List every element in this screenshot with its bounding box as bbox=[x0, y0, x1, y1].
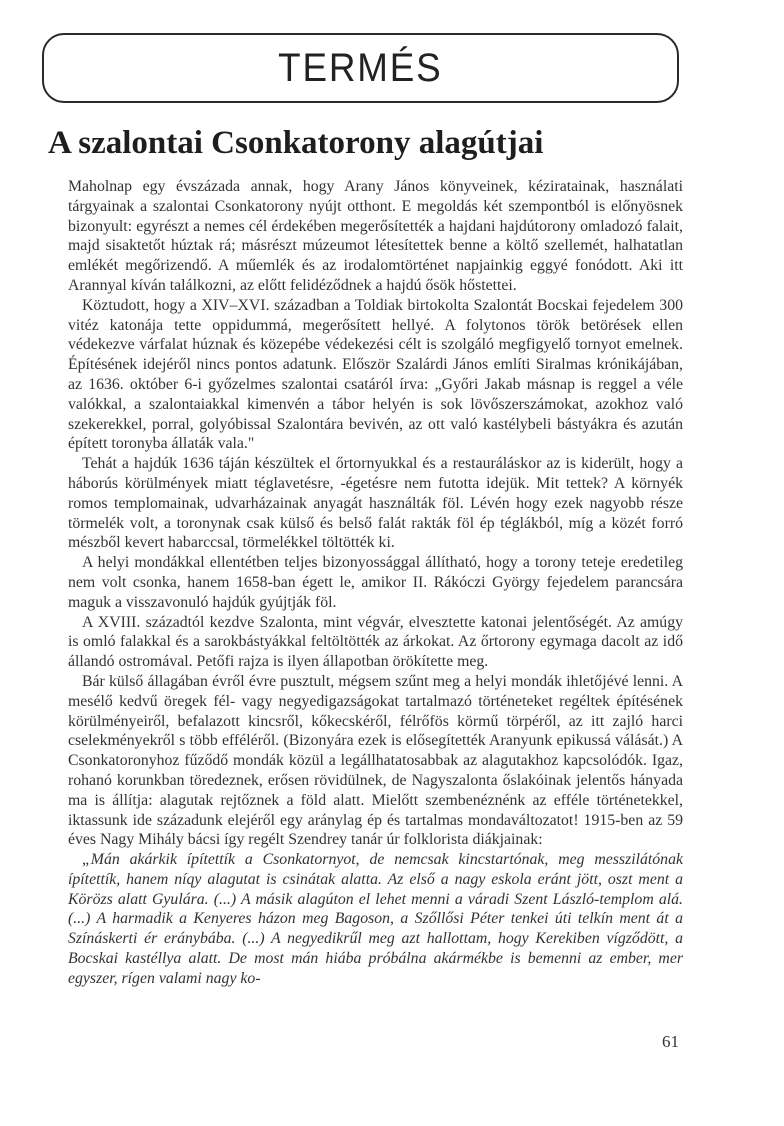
paragraph: Tehát a hajdúk 1636 táján készültek el őrtornyukkal és a restauráláskor az is kiderült, hogy a háborús körülmények miatt téglavetésre, -égetésre nem futotta idejük. Mit tettek? A környék romos templomainak, udvarházainak anyagát használták föl. Lévén hogy ezek nagyobb része törmelék volt, a toronynak csak külső és belső falát rakták föl ép téglákból, míg a közét forró mészből kevert habarccsal, törmelékkel töltötték ki. bbox=[68, 455, 683, 552]
folk-tale-quote: „Mán akárkik ípítettík a Csonkatornyot, de nemcsak kincstartónak, meg messzilátónak ípítettík, hanem níqy alagutat is csinátak alatta. Az első a nagy eskola eránt jött, oszt ment a Körözs alatt Gyulára. (...) A másik alagúton el lehet menni a váradi Szent László-templom alá. (...) A harmadik a Kenyeres házon meg Bagoson, a Szőllősi Péter tenkei úti telkín ment át a Színáskerti ér eránybába. (...) A negyedikrűl meg azt hallottam, hogy Kerekiben vígződött, a Bocskai kastéllya alatt. De most mán hiába próbálna akármékbe is bemenni az ember, mer egyszer, rígen valami nagy ko- bbox=[68, 851, 683, 987]
paragraph: A helyi mondákkal ellentétben teljes bizonyossággal állítható, hogy a torony teteje eredetileg nem volt csonka, hanem 1658-ban égett le, amikor II. Rákóczi György fejedelem parancsára maguk a visszavonuló hajdúk gyújtják föl. bbox=[68, 554, 683, 611]
page-number: 61 bbox=[662, 1032, 679, 1051]
paragraph: Maholnap egy évszázada annak, hogy Arany János könyveinek, kéziratainak, használati tárgyainak a szalontai Csonkatorony nyújt otthont. E megoldás két szempontból is előnyösnek bizonyult: egyrészt a nemes cél érdekében megerősítették a hajdani hajdútorony omladozó falait, majd sisaktetőt húztak rá; másrészt múzeumot létesítettek benne a költő szellemét, halhatatlan emlékét megőrizendő. A műemlék és az irodalomtörténet napjainkig eggyé fonódott. Aki itt Arannyal kíván találkozni, az előtt felidéződnek a hajdú ősök hőstettei. bbox=[68, 178, 683, 294]
paragraph: A XVIII. századtól kezdve Szalonta, mint végvár, elvesztette katonai jelentőségét. Az amúgy is omló falakkal és a sarokbástyákkal feltöltötték az árkokat. Az őrtorony egymaga dacolt az idő állandó ostromával. Petőfi rajza is ilyen állapotban örökítette meg. bbox=[68, 613, 683, 671]
paragraph: Köztudott, hogy a XIV–XVI. században a Toldiak birtokolta Szalontát Bocskai fejedelem 300 vitéz katonája tette oppidummá, megerősített hellyé. A folytonos török betörések ellen védekezve várfalat húznak és közepébe védekezési célt is szolgáló megfigyelő tornyot emelnek. Építésének idejéről nincs pontos adatunk. Először Szalárdi János említi Siralmas krónikájában, az 1636. október 6-i győzelmes szalontai csatáról írva: „Győri Jakab másnap is reggel a véle valókkal, a szalontaiakkal kimenvén a tábor helyén is sok lövőszerszámokat, azokhoz való szekerekkel, porral, golyóbissal Szalontára bevivén, az ott való kastélybeli bástyákra és azután épített toronyba állaták vala." bbox=[68, 296, 683, 453]
article-body bbox=[68, 177, 683, 989]
section-header-box bbox=[42, 33, 679, 103]
paragraph: Bár külső állagában évről évre pusztult, mégsem szűnt meg a helyi mondák ihletőjévé lenni. A mesélő kedvű öregek fél- vagy negyedigazságokat tartalmazó történeteket regéltek építésének körülményeiről, befalazott kincsről, kőkecskéről, félrőfös körmű törpéről, az itt zajló harci cselekményekről s több efféléről. (Bizonyára ezek is elősegítették Aranyunk epikussá válását.) A Csonkatoronyhoz fűződő mondák közül a legállhatatosabbak az alagutakhoz kapcsolódók. Igaz, rohanó korunkban töredeznek, erősen rövidülnek, de Nagyszalonta őslakóinak jelentős hányada ma is állítja: alagutak rejtőznek a föld alatt. Mielőtt szembenéznénk az efféle történetekkel, iktassunk ide századunk elejéről egy aránylag ép és tartalmas mondaváltozatot! 1915-ben az 59 éves Nagy Mihály bácsi így regélt Szendrey tanár úr folklorista diákjainak: bbox=[68, 672, 683, 849]
article-title: A szalontai Csonkatorony alagútjai bbox=[48, 125, 544, 161]
section-title: TERMÉS bbox=[278, 45, 443, 90]
